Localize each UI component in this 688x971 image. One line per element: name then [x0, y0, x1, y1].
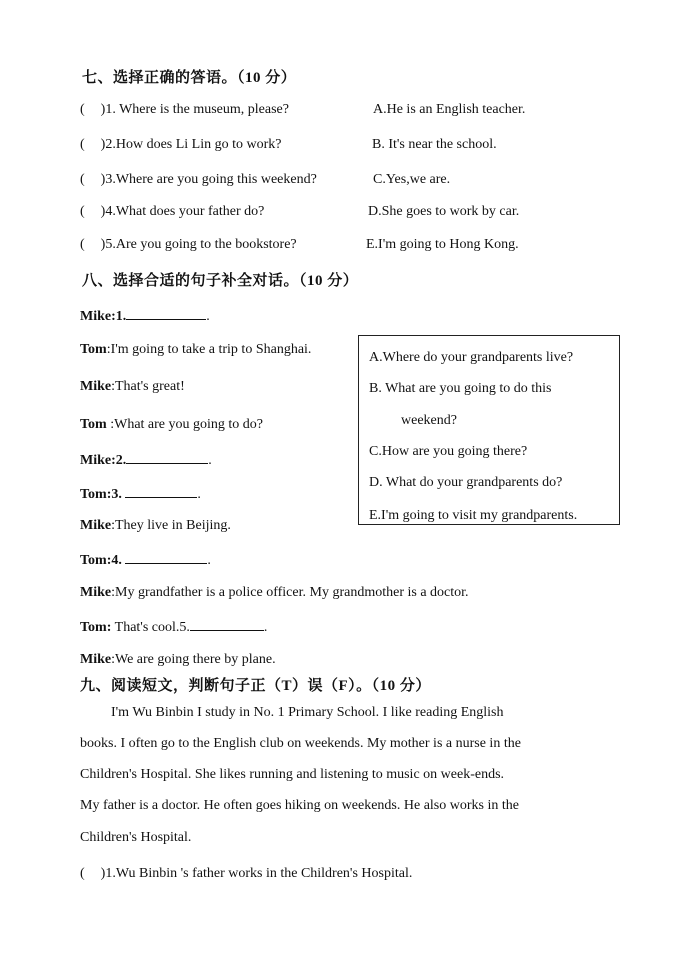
question-7-2	[80, 136, 282, 154]
answer-option-b: B. It's near the school.	[372, 137, 497, 152]
question-7-4	[80, 203, 264, 221]
dialog-line-9	[80, 584, 469, 602]
passage-line-2: books. I often go to the English club on weekends. My mother is a nurse in the	[80, 736, 521, 751]
answer-option-d: D.She goes to work by car.	[368, 204, 520, 219]
answer-option-e: E.I'm going to Hong Kong.	[366, 237, 519, 252]
speaker-label: Tom	[80, 417, 107, 432]
answer-paren-open: (	[80, 102, 85, 117]
answer-option-a: A.He is an English teacher.	[373, 102, 526, 117]
box-option-b: B. What are you going to do this	[369, 381, 552, 396]
passage-line-5: Children's Hospital.	[80, 830, 192, 845]
question-7-3	[80, 171, 317, 189]
answer-paren-close: )	[100, 866, 106, 881]
dialog-line-2	[80, 341, 311, 359]
passage-line-3: Children's Hospital. She likes running and listening to music on week-ends.	[80, 767, 505, 782]
dialog-text: :What are you going to do?	[106, 417, 264, 432]
dialog-text: :That's great!	[111, 379, 185, 394]
speaker-label: Mike	[80, 379, 112, 394]
speaker-label: Mike:1.	[80, 309, 127, 324]
dialog-line-6	[80, 484, 201, 504]
section-7-heading: 七、选择正确的答语。（10 分）	[82, 70, 297, 86]
box-option-d: D. What do your grandparents do?	[369, 475, 563, 490]
answer-paren-close: )	[100, 137, 106, 152]
dialog-line-4	[80, 416, 263, 434]
answer-option-c: C.Yes,we are.	[373, 172, 451, 187]
trailing-period: .	[207, 553, 211, 568]
answer-paren-close: )	[100, 237, 106, 252]
answer-paren-open: (	[80, 172, 85, 187]
question-text: 1.Wu Binbin 's father works in the Children's Hospital.	[105, 866, 413, 881]
trailing-period: .	[197, 487, 201, 502]
dialog-text: :They live in Beijing.	[111, 518, 231, 533]
speaker-label: Tom:3.	[80, 487, 122, 502]
section-8-heading: 八、选择合适的句子补全对话。（10 分）	[82, 273, 359, 289]
dialog-line-5	[80, 450, 212, 470]
answer-paren-close: )	[100, 204, 106, 219]
speaker-label: Tom:4.	[80, 553, 122, 568]
answer-paren-close: )	[100, 172, 106, 187]
question-text: 1. Where is the museum, please?	[105, 102, 289, 117]
question-text: 5.Are you going to the bookstore?	[105, 237, 297, 252]
box-option-c: C.How are you going there?	[369, 444, 528, 459]
passage-line-1: I'm Wu Binbin I study in No. 1 Primary School. I like reading English	[111, 705, 504, 720]
speaker-label: Mike	[80, 652, 112, 667]
fill-blank[interactable]	[190, 617, 264, 631]
answer-paren-close: )	[100, 102, 106, 117]
dialog-text: That's cool.5.	[111, 620, 190, 635]
passage-line-4: My father is a doctor. He often goes hiking on weekends. He also works in the	[80, 798, 519, 813]
question-7-1	[80, 101, 289, 119]
answer-paren-open: (	[80, 204, 85, 219]
dialog-text: :We are going there by plane.	[111, 652, 276, 667]
box-option-e: E.I'm going to visit my grandparents.	[369, 508, 578, 523]
options-box	[358, 335, 620, 525]
trailing-period: .	[263, 620, 268, 635]
speaker-label: Mike:2.	[80, 453, 127, 468]
speaker-label: Tom	[80, 342, 107, 357]
dialog-line-7	[80, 517, 231, 535]
fill-blank[interactable]	[125, 484, 197, 498]
trailing-period: .	[206, 309, 210, 324]
fill-blank[interactable]	[126, 306, 206, 320]
dialog-text: :My grandfather is a police officer. My grandmother is a doctor.	[111, 585, 469, 600]
fill-blank[interactable]	[125, 550, 207, 564]
question-text: 4.What does your father do?	[105, 204, 265, 219]
box-option-a: A.Where do your grandparents live?	[369, 350, 574, 365]
question-9-1	[80, 865, 412, 883]
dialog-line-1	[80, 306, 210, 326]
dialog-line-11	[80, 651, 276, 669]
dialog-line-10	[80, 617, 267, 637]
dialog-text: :I'm going to take a trip to Shanghai.	[106, 342, 312, 357]
dialog-line-8	[80, 550, 211, 570]
speaker-label: Tom:	[80, 620, 112, 635]
trailing-period: .	[208, 453, 212, 468]
question-text: 2.How does Li Lin go to work?	[105, 137, 282, 152]
section-9-heading: 九、阅读短文，判断句子正（T）误（F）。（10 分）	[80, 678, 431, 694]
dialog-line-3	[80, 378, 185, 396]
answer-paren-open: (	[80, 237, 85, 252]
speaker-label: Mike	[80, 518, 112, 533]
question-7-5	[80, 236, 297, 254]
fill-blank[interactable]	[126, 450, 208, 464]
answer-paren-open: (	[80, 866, 85, 881]
answer-paren-open: (	[80, 137, 85, 152]
box-option-b-cont: weekend?	[401, 413, 457, 428]
question-text: 3.Where are you going this weekend?	[105, 172, 317, 187]
speaker-label: Mike	[80, 585, 112, 600]
